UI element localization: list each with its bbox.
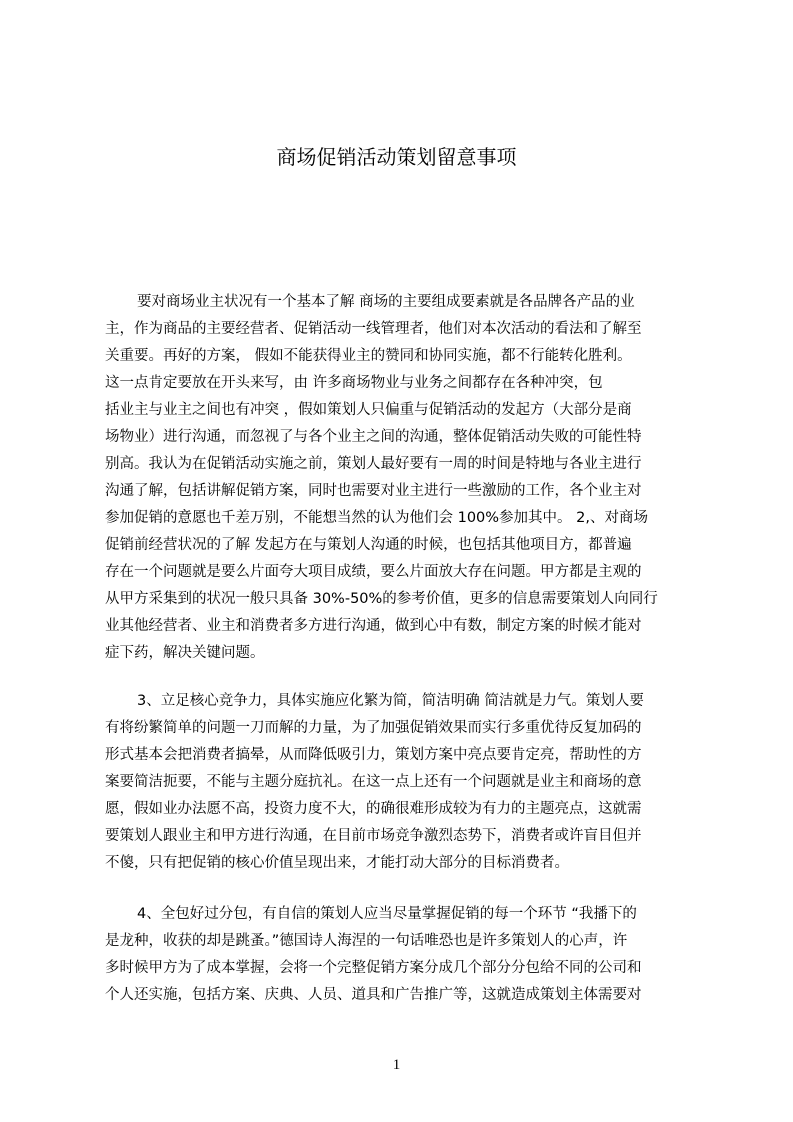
body-line: 个人还实施，包括方案、庆典、人员、道具和广告推广等，这就造成策划主体需要对 (105, 987, 642, 1003)
body-line: 主，作为商品的主要经营者、促销活动一线管理者，他们对本次活动的看法和了解至 (105, 321, 642, 337)
page-number: 1 (392, 1057, 401, 1073)
body-line: 形式基本会把消费者搞晕，从而降低吸引力，策划方案中亮点要肯定亮，帮助性的方 (105, 747, 642, 763)
body-line: 沟通了解，包括讲解促销方案，同时也需要对业主进行一些激励的工作，各个业主对 (105, 483, 642, 499)
body-line: 业其他经营者、业主和消费者多方进行沟通，做到心中有数，制定方案的时候才能对 (105, 618, 642, 634)
body-line: 从甲方采集到的状况一般只具备 30%-50%的参考价值，更多的信息需要策划人向同行 (105, 591, 658, 607)
body-line: 关重要。再好的方案， 假如不能获得业主的赞同和协同实施，都不行能转化胜利。 (105, 348, 632, 364)
body-line: 案要简洁扼要，不能与主题分庭抗礼。在这一点上还有一个问题就是业主和商场的意 (105, 774, 642, 790)
body-line: 症下药，解决关键问题。 (105, 645, 265, 661)
body-line: 3、立足核心竞争力，具体实施应化繁为简，简洁明确 简洁就是力气。策划人要 (137, 693, 644, 709)
body-line: 不傻，只有把促销的核心价值呈现出来，才能打动大部分的目标消费者。 (105, 855, 569, 871)
body-line: 参加促销的意愿也千差万别，不能想当然的认为他们会 100%参加其中。 2,、对商场 (105, 510, 649, 526)
body-line: 场物业）进行沟通，而忽视了与各个业主之间的沟通，整体促销活动失败的可能性特 (105, 429, 642, 445)
body-line: 别高。我认为在促销活动实施之前，策划人最好要有一周的时间是特地与各业主进行 (105, 456, 642, 472)
body-line: 是龙种，收获的却是跳蚤。”德国诗人海涅的一句话唯恐也是许多策划人的心声，许 (105, 933, 628, 949)
document-title: 商场促销活动策划留意事项 (276, 145, 517, 169)
body-line: 括业主与业主之间也有冲突 ，假如策划人只偏重与促销活动的发起方（大部分是商 (105, 402, 632, 418)
body-line: 多时候甲方为了成本掌握，会将一个完整促销方案分成几个部分分包给不同的公司和 (105, 960, 642, 976)
body-line: 这一点肯定要放在开头来写，由 许多商场物业与业务之间都存在各种冲突，包 (105, 375, 603, 391)
body-line: 促销前经营状况的了解 发起方在与策划人沟通的时候，也包括其他项目方，都普遍 (105, 537, 632, 553)
body-line: 有将纷繁简单的问题一刀而解的力量，为了加强促销效果而实行多重优待反复加码的 (105, 720, 642, 736)
body-line: 存在一个问题就是要么片面夸大项目成绩，要么片面放大存在问题。甲方都是主观的 (105, 564, 642, 580)
body-line: 4、全包好过分包，有自信的策划人应当尽量掌握促销的每一个环节 “我播下的 (137, 906, 637, 922)
body-line: 愿，假如业办法愿不高，投资力度不大，的确很难形成较为有力的主题亮点，这就需 (105, 801, 642, 817)
body-line: 要对商场业主状况有一个基本了解 商场的主要组成要素就是各品牌各产品的业 (137, 294, 635, 310)
body-line: 要策划人跟业主和甲方进行沟通，在目前市场竞争激烈态势下，消费者或许盲目但并 (105, 828, 642, 844)
